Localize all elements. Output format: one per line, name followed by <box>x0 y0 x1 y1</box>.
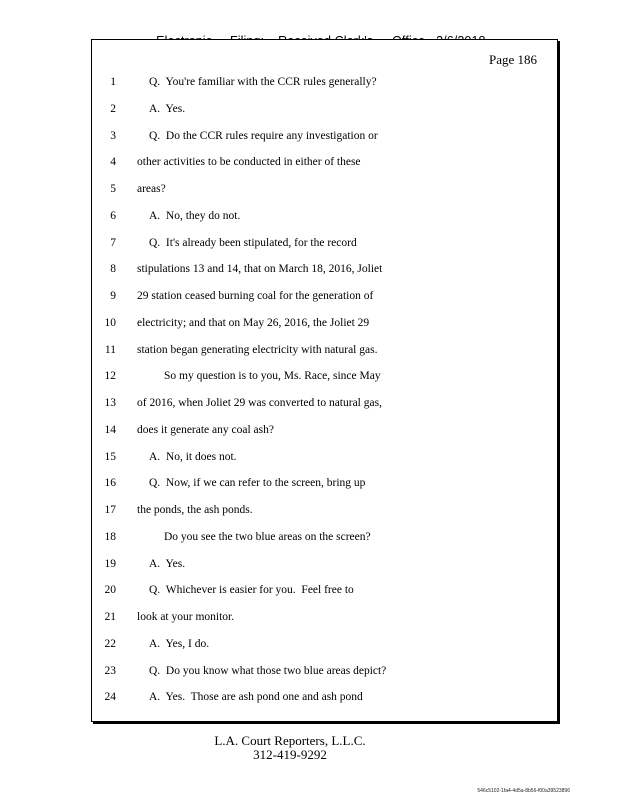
transcript-line <box>92 130 552 150</box>
transcript-line <box>92 76 552 96</box>
page-number: Page 186 <box>488 52 537 67</box>
line-number: 11 <box>104 343 116 356</box>
line-text: A. No, it does not. <box>149 450 237 463</box>
line-number: 23 <box>104 664 116 677</box>
line-text: A. No, they do not. <box>149 209 241 222</box>
line-number: 9 <box>110 290 116 302</box>
transcript-page <box>91 39 558 722</box>
line-text: Q. Now, if we can refer to the screen, bring up <box>149 477 366 490</box>
footer-company: L.A. Court Reporters, L.L.C. <box>214 733 366 748</box>
line-text: stipulations 13 and 14, that on March 18, 2016, Joliet <box>137 263 383 276</box>
line-text: station began generating electricity with natural gas. <box>137 343 378 356</box>
line-number: 16 <box>104 477 116 490</box>
transcript-line <box>92 691 552 711</box>
line-text: Q. Do the CCR rules require any investigation or <box>149 129 378 142</box>
transcript-line <box>92 263 552 283</box>
transcript-line <box>92 451 552 471</box>
line-number: 7 <box>110 236 116 249</box>
line-number: 5 <box>110 183 116 195</box>
transcript-line <box>92 531 552 551</box>
transcript-line <box>92 504 552 524</box>
transcript-line <box>92 156 552 176</box>
line-number: 21 <box>104 611 116 623</box>
line-number: 14 <box>104 423 116 436</box>
document-hash: 546c5102-1fa4-4d5a-8b56-f00a39523896 <box>477 788 570 794</box>
line-number: 19 <box>104 557 116 570</box>
line-text: Q. Do you know what those two blue areas depict? <box>149 664 387 677</box>
transcript-line <box>92 665 552 685</box>
line-text: A. Yes. <box>149 557 186 570</box>
line-text: So my question is to you, Ms. Race, since May <box>164 370 381 383</box>
line-number: 24 <box>104 691 116 704</box>
line-text: Do you see the two blue areas on the screen? <box>164 530 371 543</box>
line-text: look at your monitor. <box>137 611 235 623</box>
line-number: 2 <box>110 102 116 115</box>
transcript-line <box>92 558 552 578</box>
transcript-line <box>92 344 552 364</box>
transcript-line <box>92 424 552 444</box>
line-number: 18 <box>104 530 116 543</box>
footer-phone: 312-419-9292 <box>253 747 327 762</box>
line-text: areas? <box>137 183 166 195</box>
line-number: 4 <box>110 156 116 169</box>
line-number: 8 <box>110 263 116 276</box>
line-text: A. Yes. <box>149 102 186 115</box>
line-text: A. Yes, I do. <box>149 637 210 650</box>
line-text: Q. It's already been stipulated, for the record <box>149 236 357 249</box>
line-text: Q. You're familiar with the CCR rules generally? <box>149 76 377 88</box>
line-number: 3 <box>110 129 116 142</box>
line-text: electricity; and that on May 26, 2016, the Joliet 29 <box>137 316 370 329</box>
line-text: other activities to be conducted in either of these <box>137 156 361 169</box>
line-text: the ponds, the ash ponds. <box>137 504 253 516</box>
transcript-line <box>92 477 552 497</box>
line-text: of 2016, when Joliet 29 was converted to natural gas, <box>137 397 382 409</box>
line-number: 22 <box>104 637 116 650</box>
transcript-line <box>92 370 552 390</box>
transcript-line <box>92 237 552 257</box>
transcript-line <box>92 103 552 123</box>
transcript-line <box>92 397 552 417</box>
transcript-line <box>92 584 552 604</box>
transcript-line <box>92 611 552 631</box>
line-number: 15 <box>104 450 116 463</box>
transcript-line <box>92 290 552 310</box>
transcript-line <box>92 183 552 203</box>
line-number: 13 <box>104 397 116 409</box>
line-number: 20 <box>104 584 116 597</box>
line-number: 6 <box>110 209 116 222</box>
transcript-line <box>92 638 552 658</box>
line-number: 17 <box>104 504 116 516</box>
line-text: does it generate any coal ash? <box>137 423 274 436</box>
transcript-line <box>92 317 552 337</box>
line-text: 29 station ceased burning coal for the generation of <box>137 290 374 302</box>
line-number: 10 <box>104 316 116 329</box>
line-text: Q. Whichever is easier for you. Feel free to <box>149 584 354 597</box>
line-text: A. Yes. Those are ash pond one and ash pond <box>149 691 363 704</box>
line-number: 1 <box>110 76 116 88</box>
transcript-line <box>92 210 552 230</box>
line-number: 12 <box>104 370 116 383</box>
